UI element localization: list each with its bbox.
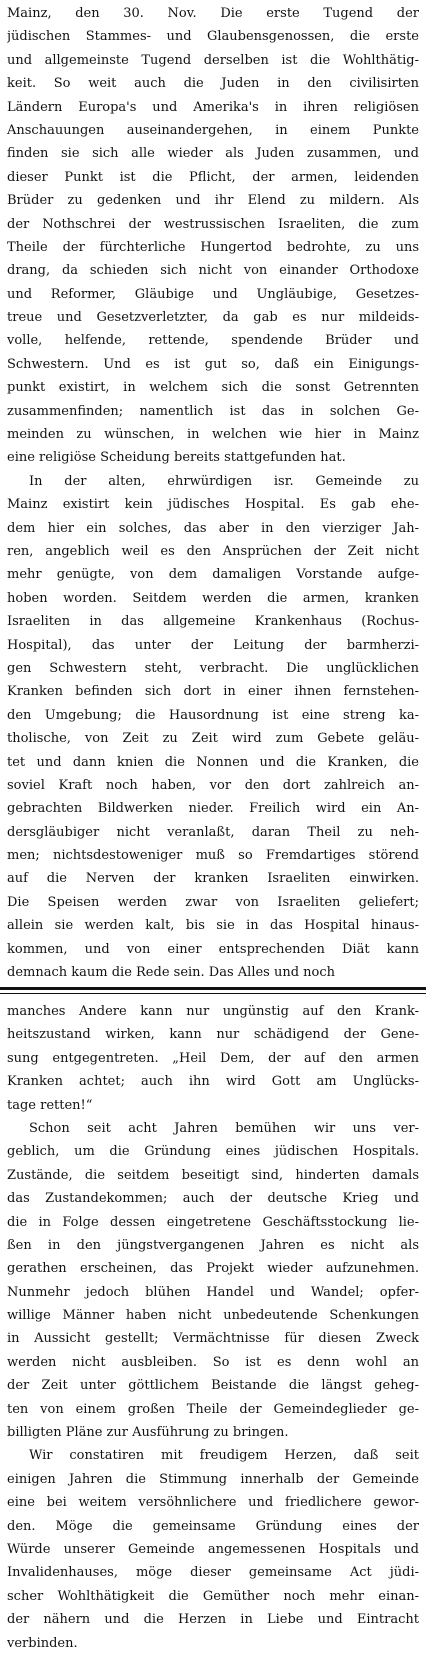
text-line: tet und dann knien die Nonnen und die Kranken, die bbox=[7, 754, 419, 770]
text-line: Schon seit acht Jahren bemühen wir uns ver- bbox=[29, 1120, 419, 1136]
text-line: meinden zu wünschen, in welchen wie hier in Mainz bbox=[7, 427, 419, 443]
text-line: der nähern und die Herzen in Liebe und Eintracht bbox=[7, 1612, 419, 1628]
text-line: Brüder zu gedenken und ihr Elend zu mildern. Als bbox=[7, 193, 419, 209]
text-line: Würde unserer Gemeinde angemessenen Hospitals und bbox=[7, 1541, 419, 1557]
text-line: Wir constatiren mit freudigem Herzen, daß seit bbox=[29, 1448, 419, 1464]
text-line: hoben worden. Seitdem werden die armen, kranken bbox=[7, 590, 419, 606]
text-line: demnach kaum die Rede sein. Das Alles und noch bbox=[7, 965, 336, 981]
text-line: werden nicht ausbleiben. So ist es denn wohl an bbox=[7, 1354, 419, 1370]
text-line: eine religiöse Scheidung bereits stattgefunden hat. bbox=[7, 450, 346, 466]
text-line: men; nichtsdestoweniger muß so Fremdartiges störend bbox=[7, 848, 419, 864]
text-line: Hospital), das unter der Leitung der barmherzi- bbox=[7, 637, 419, 653]
text-line: In der alten, ehrwürdigen isr. Gemeinde zu bbox=[29, 473, 419, 489]
text-line: jüdischen Stammes- und Glaubensgenossen, die erste bbox=[7, 29, 419, 45]
text-line: Nunmehr jedoch blühen Handel und Wandel; opfer- bbox=[7, 1284, 419, 1300]
column-divider-thin bbox=[0, 993, 426, 994]
text-line: in Aussicht gestellt; Vermächtnisse für diesen Zweck bbox=[7, 1331, 419, 1347]
text-line: Theile der fürchterliche Hungertod bedrohte, zu uns bbox=[7, 239, 419, 255]
text-line: der Nothschrei der westrussischen Israeliten, die zum bbox=[7, 216, 419, 232]
text-line: geblich, um die Gründung eines jüdischen Hospitals. bbox=[7, 1144, 419, 1160]
text-line: sung entgegentreten. „Heil Dem, der auf den armen bbox=[7, 1050, 419, 1066]
text-line: Anschauungen auseinandergehen, in einem Punkte bbox=[7, 122, 419, 138]
text-line: einigen Jahren die Stimmung innerhalb der Gemeinde bbox=[7, 1471, 419, 1487]
text-line: der Zeit unter göttlichem Beistande die längst geheg- bbox=[7, 1378, 419, 1394]
text-line: volle, helfende, rettende, spendende Brüder und bbox=[7, 333, 419, 349]
text-line: auf die Nerven der kranken Israeliten einwirken. bbox=[7, 871, 419, 887]
text-line: das Zustandekommen; auch der deutsche Krieg und bbox=[7, 1191, 419, 1207]
text-line: drang, da schieden sich nicht von einander Orthodoxe bbox=[7, 263, 419, 279]
text-line: und Reformer, Gläubige und Ungläubige, Gesetzes- bbox=[7, 286, 419, 302]
text-line: mehr genügte, von dem damaligen Vorstande aufge- bbox=[7, 567, 419, 583]
text-line: dem hier ein solches, das aber in den vierziger Jah- bbox=[7, 520, 419, 536]
text-line: gerathen erscheinen, das Projekt wieder aufzunehmen. bbox=[7, 1261, 419, 1277]
text-line: Invalidenhauses, möge dieser gemeinsame Act jüdi- bbox=[7, 1565, 419, 1581]
text-line: allein sie werden kalt, bis sie in das Hospital hinaus- bbox=[7, 918, 419, 934]
text-line: Zustände, die seitdem beseitigt sind, hinderten damals bbox=[7, 1167, 419, 1183]
text-line: Kranken achtet; auch ihn wird Gott am Unglücks- bbox=[7, 1074, 419, 1090]
text-line: heitszustand wirken, kann nur schädigend der Gene- bbox=[7, 1027, 419, 1043]
text-line: finden sie sich alle wieder als Juden zusammen, und bbox=[7, 146, 419, 162]
text-line: und allgemeinste Tugend derselben ist die Wohlthätig- bbox=[7, 52, 419, 68]
text-line: dieser Punkt ist die Pflicht, der armen, leidenden bbox=[7, 169, 419, 185]
article-column-bottom bbox=[7, 1000, 419, 1655]
text-line: willige Männer haben nicht unbedeutende Schenkungen bbox=[7, 1308, 419, 1324]
text-line: tholische, von Zeit zu Zeit wird zum Gebete geläu- bbox=[7, 731, 419, 747]
text-line: punkt existirt, in welchem sich die sonst Getrennten bbox=[7, 380, 419, 396]
text-line: ren, angeblich weil es den Ansprüchen der Zeit nicht bbox=[7, 543, 419, 559]
text-line: ten von einem großen Theile der Gemeindeglieder ge- bbox=[7, 1401, 419, 1417]
text-line: soviel Kraft noch haben, vor den dort zahlreich an- bbox=[7, 777, 419, 793]
text-line: Mainz existirt kein jüdisches Hospital. Es gab ehe- bbox=[7, 497, 419, 513]
text-line: tage retten!“ bbox=[7, 1097, 93, 1113]
text-line: gen Schwestern steht, verbracht. Die unglücklichen bbox=[7, 660, 419, 676]
column-divider-thick bbox=[0, 987, 426, 990]
text-line: scher Wohlthätigkeit die Gemüther noch mehr einan- bbox=[7, 1588, 419, 1604]
text-line: zusammenfinden; namentlich ist das in solchen Ge- bbox=[7, 403, 419, 419]
text-line: gebrachten Bildwerken nieder. Freilich wird ein An- bbox=[7, 801, 419, 817]
text-line: billigten Pläne zur Ausführung zu bringen. bbox=[7, 1425, 289, 1441]
text-line: ßen in den jüngstvergangenen Jahren es nicht als bbox=[7, 1237, 419, 1253]
text-line: den Umgebung; die Hausordnung ist eine streng ka- bbox=[7, 707, 419, 723]
text-line: treue und Gesetzverletzter, da gab es nur mildeids- bbox=[7, 310, 419, 326]
text-line: Israeliten in das allgemeine Krankenhaus (Rochus- bbox=[7, 614, 419, 630]
text-line: den. Möge die gemeinsame Gründung eines der bbox=[7, 1518, 419, 1534]
text-line: verbinden. bbox=[7, 1635, 78, 1651]
text-line: Schwestern. Und es ist gut so, daß ein Einigungs- bbox=[7, 356, 419, 372]
article-column-top bbox=[7, 2, 419, 984]
text-line: keit. So weit auch die Juden in den civilisirten bbox=[7, 76, 419, 92]
text-line: manches Andere kann nur ungünstig auf den Krank- bbox=[7, 1004, 419, 1019]
text-line: Mainz, den 30. Nov. Die erste Tugend der bbox=[7, 6, 419, 21]
text-line: eine bei weitem versöhnlichere und friedlichere gewor- bbox=[7, 1495, 419, 1511]
text-line: kommen, und von einer entsprechenden Diät kann bbox=[7, 941, 419, 957]
text-line: die in Folge dessen eingetretene Geschäftsstockung lie- bbox=[7, 1214, 419, 1230]
text-line: dersgläubiger nicht veranlaßt, daran Theil zu neh- bbox=[7, 824, 419, 840]
text-line: Kranken befinden sich dort in einer ihnen fernstehen- bbox=[7, 684, 419, 700]
text-line: Die Speisen werden zwar von Israeliten geliefert; bbox=[7, 894, 419, 910]
text-line: Ländern Europa's und Amerika's in ihren religiösen bbox=[7, 99, 419, 115]
